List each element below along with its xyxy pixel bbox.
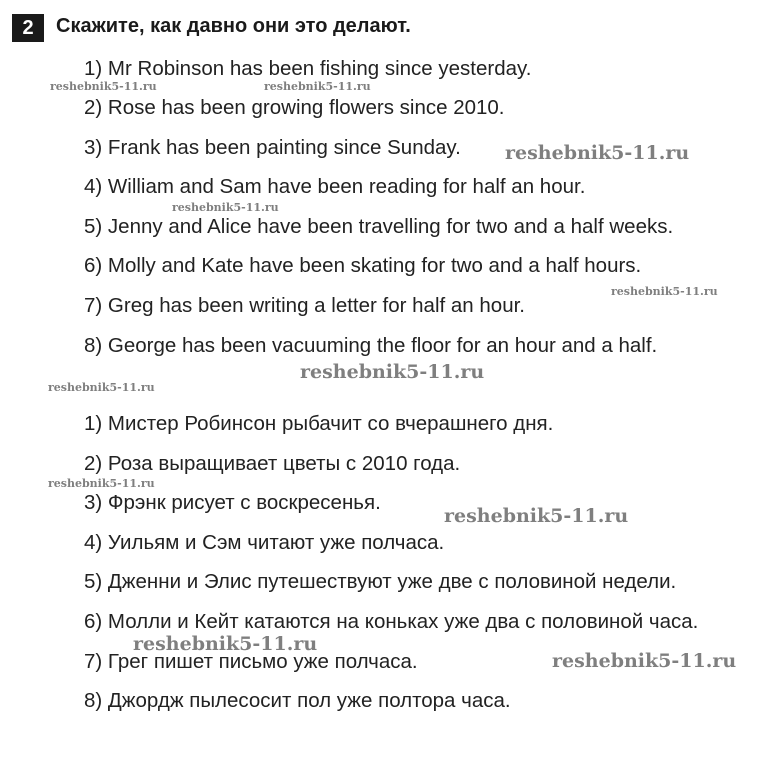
watermark: reshebnik5-11.ru	[552, 650, 737, 672]
watermark: reshebnik5-11.ru	[48, 477, 155, 490]
watermark: reshebnik5-11.ru	[444, 505, 629, 527]
english-sentence-4: 4) William and Sam have been reading for half an hour.	[84, 175, 586, 198]
watermark: reshebnik5-11.ru	[611, 285, 718, 298]
english-sentence-7: 7) Greg has been writing a letter for half an hour.	[84, 294, 526, 317]
watermark: reshebnik5-11.ru	[300, 361, 485, 383]
russian-sentence-2: 2) Роза выращивает цветы с 2010 года.	[84, 452, 461, 475]
russian-sentence-6: 6) Молли и Кейт катаются на коньках уже два с половиной часа.	[84, 610, 699, 633]
english-sentence-2: 2) Rose has been growing flowers since 2010.	[84, 96, 505, 119]
english-sentence-1: 1) Mr Robinson has been fishing since yesterday.	[84, 57, 532, 80]
russian-sentence-8: 8) Джордж пылесосит пол уже полтора часа.	[84, 689, 511, 712]
watermark: reshebnik5-11.ru	[264, 80, 371, 93]
watermark: reshebnik5-11.ru	[50, 80, 157, 93]
english-sentence-5: 5) Jenny and Alice have been travelling for two and a half weeks.	[84, 215, 674, 238]
russian-sentence-7: 7) Грег пишет письмо уже полчаса.	[84, 650, 418, 673]
task-number-badge: 2	[12, 14, 44, 42]
russian-sentence-1: 1) Мистер Робинсон рыбачит со вчерашнего дня.	[84, 412, 554, 435]
russian-sentence-4: 4) Уильям и Сэм читают уже полчаса.	[84, 531, 445, 554]
english-sentence-6: 6) Molly and Kate have been skating for two and a half hours.	[84, 254, 642, 277]
english-sentence-3: 3) Frank has been painting since Sunday.	[84, 136, 461, 159]
watermark: reshebnik5-11.ru	[172, 201, 279, 214]
russian-sentence-3: 3) Фрэнк рисует с воскресенья.	[84, 491, 381, 514]
watermark: reshebnik5-11.ru	[505, 142, 690, 164]
english-sentence-8: 8) George has been vacuuming the floor for an hour and a half.	[84, 334, 658, 357]
task-title: Скажите, как давно они это делают.	[56, 15, 411, 37]
russian-sentence-5: 5) Дженни и Элис путешествуют уже две с половиной недели.	[84, 570, 677, 593]
watermark: reshebnik5-11.ru	[48, 381, 155, 394]
watermark: reshebnik5-11.ru	[133, 633, 318, 655]
